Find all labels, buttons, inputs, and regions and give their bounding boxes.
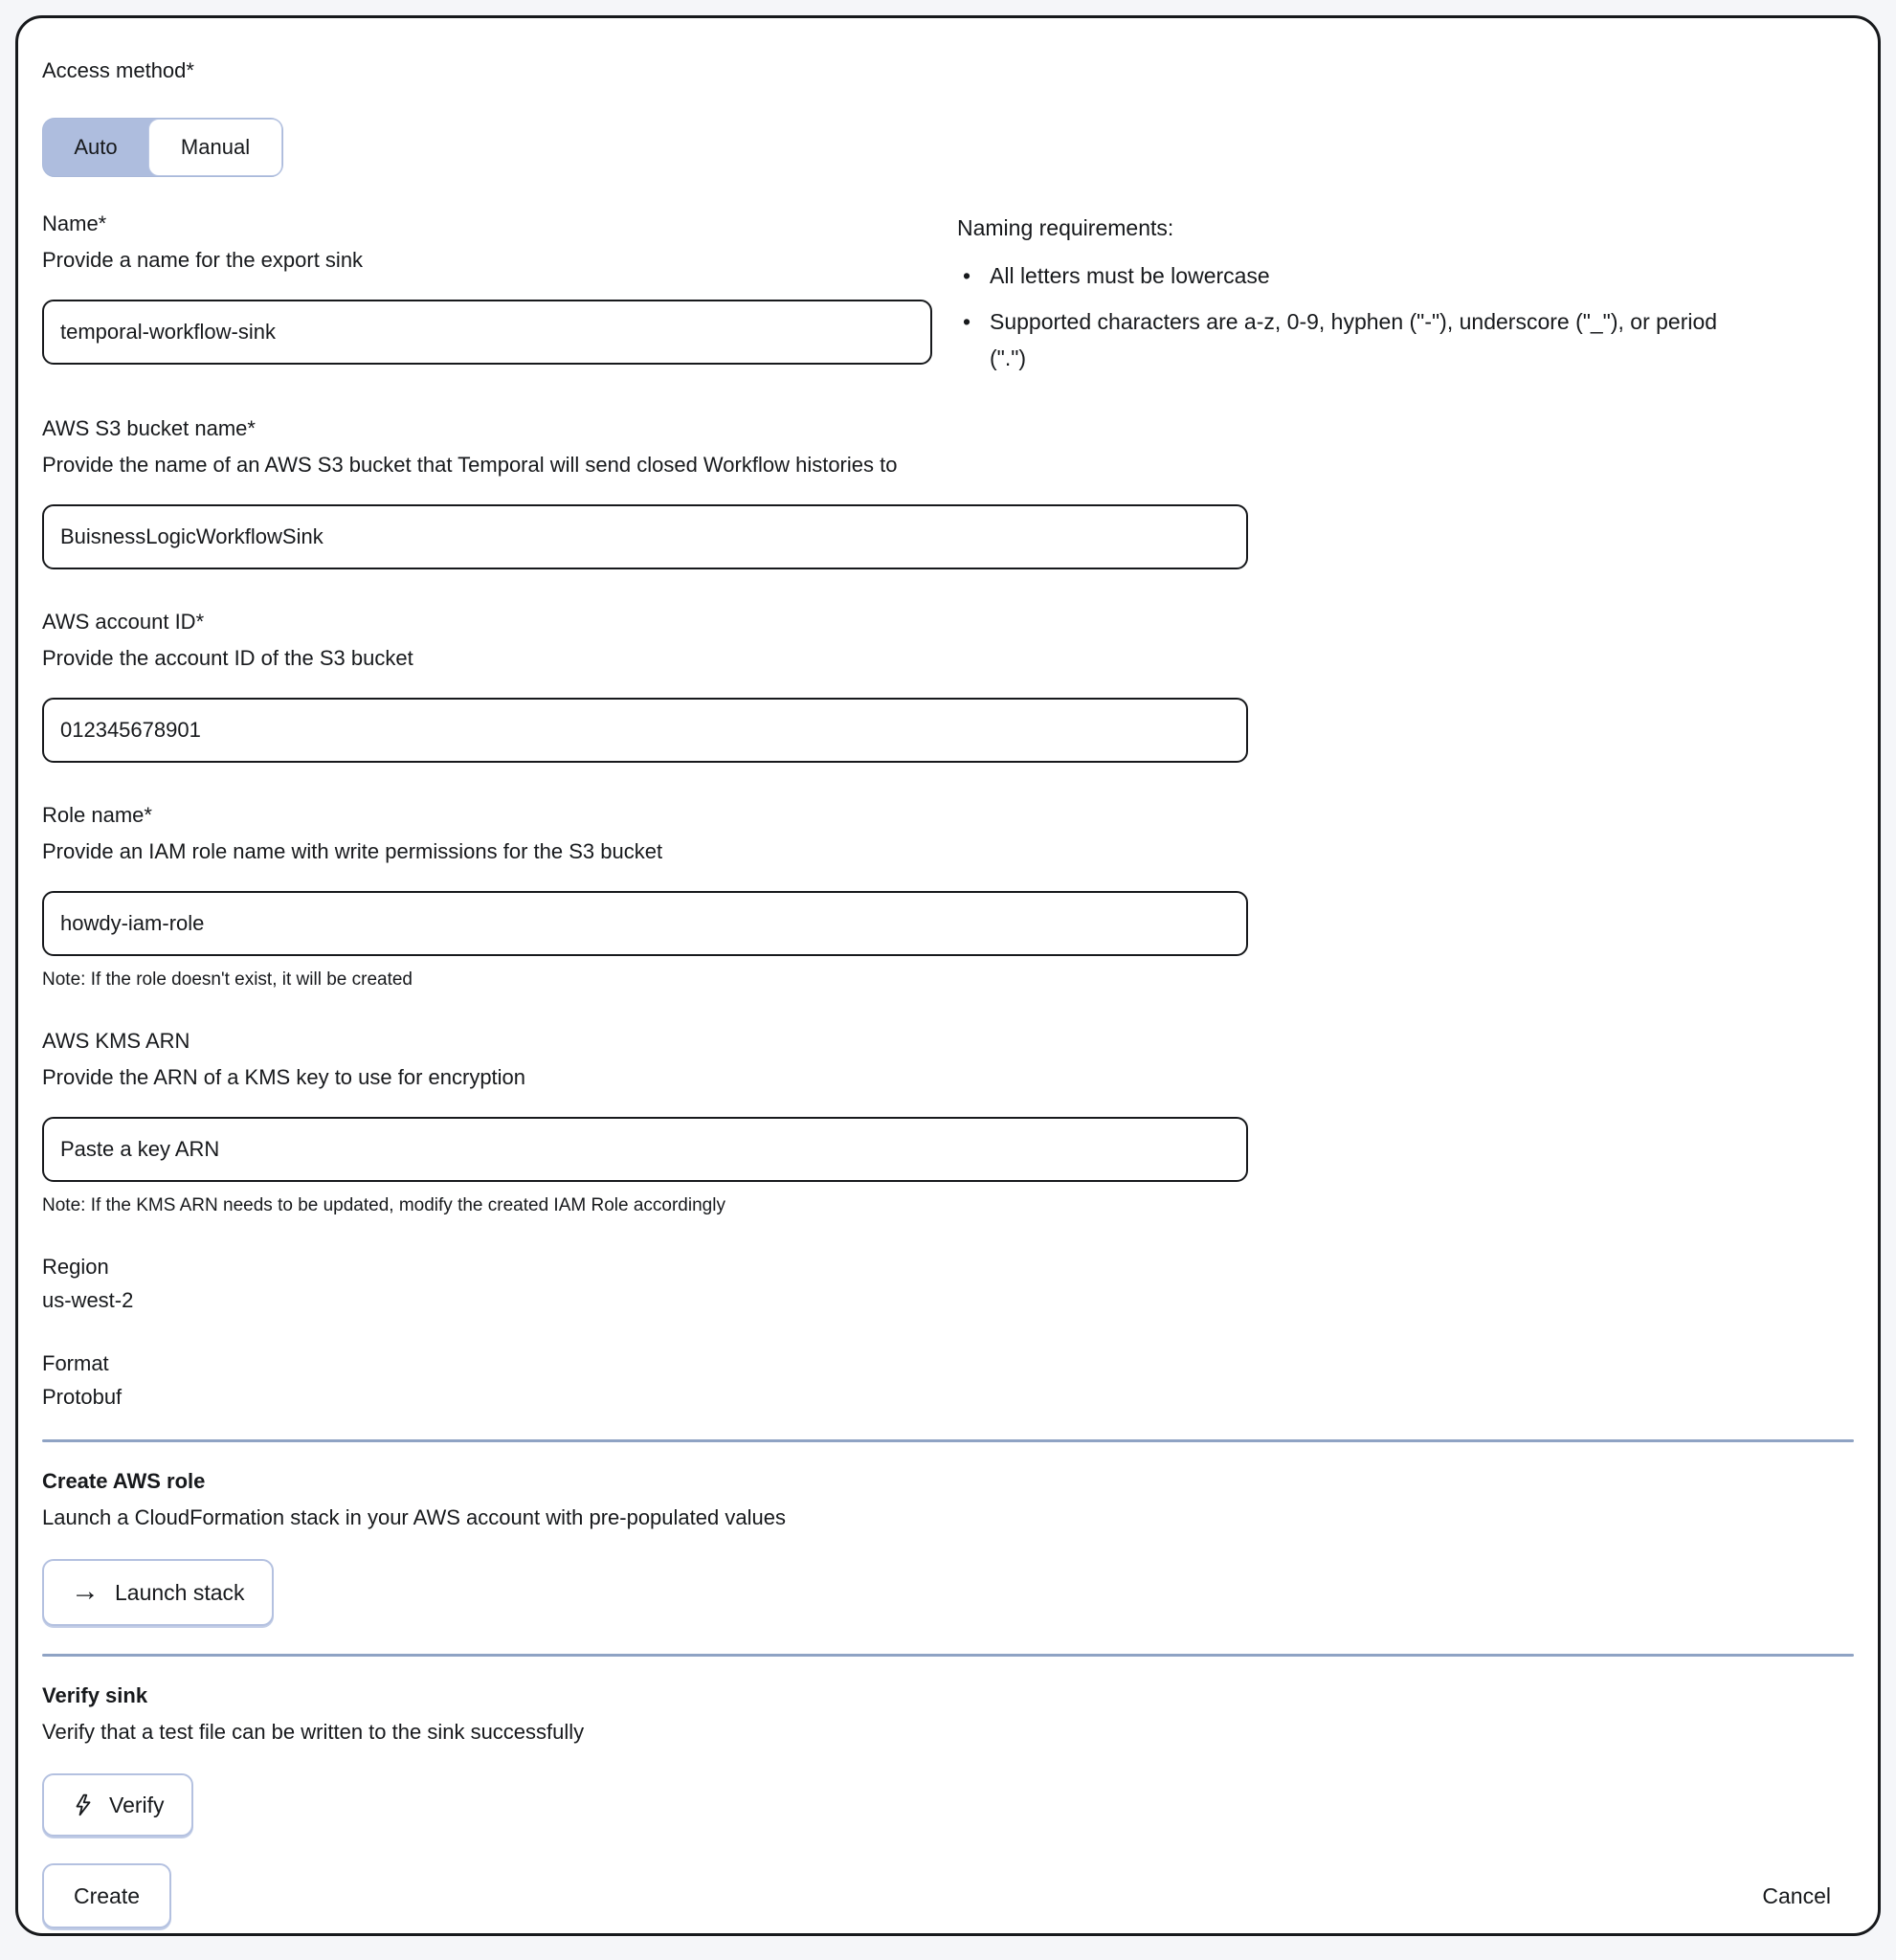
access-method-toggle [42, 118, 283, 177]
s3-bucket-description: Provide the name of an AWS S3 bucket that Temporal will send closed Workflow histories to [42, 453, 898, 477]
arrow-right-icon: → [71, 1575, 100, 1607]
kms-arn-description: Provide the ARN of a KMS key to use for encryption [42, 1065, 526, 1089]
divider [42, 1439, 1854, 1442]
name-input[interactable] [42, 300, 932, 365]
access-method-label: Access method* [42, 58, 194, 82]
role-name-label: Role name* [42, 803, 152, 827]
access-method-option-manual[interactable]: Manual [148, 119, 282, 176]
verify-button[interactable] [42, 1773, 193, 1837]
export-sink-form-card [15, 15, 1881, 1936]
region-value: us-west-2 [42, 1288, 134, 1312]
role-name-description: Provide an IAM role name with write permissions for the S3 bucket [42, 839, 663, 863]
verify-sink-description: Verify that a test file can be written to the sink successfully [42, 1720, 585, 1744]
account-id-input[interactable] [42, 698, 1248, 763]
create-aws-role-title: Create AWS role [42, 1469, 206, 1493]
name-and-requirements-row [42, 210, 1854, 376]
account-id-field [42, 608, 1854, 763]
naming-requirement-item: • All letters must be lowercase [957, 257, 1751, 294]
account-id-label: AWS account ID* [42, 610, 205, 634]
divider [42, 1654, 1854, 1657]
s3-bucket-input[interactable] [42, 504, 1248, 569]
access-method-option-auto[interactable]: Auto [43, 119, 148, 176]
role-name-note: Note: If the role doesn't exist, it will be created [42, 969, 413, 990]
kms-arn-input[interactable] [42, 1117, 1248, 1182]
launch-stack-button[interactable] [42, 1559, 274, 1626]
naming-requirements [957, 210, 1751, 376]
name-description: Provide a name for the export sink [42, 248, 364, 272]
kms-arn-field [42, 1027, 1854, 1218]
region-label: Region [42, 1255, 109, 1279]
format-value: Protobuf [42, 1385, 123, 1409]
launch-stack-button-label: Launch stack [115, 1579, 245, 1605]
verify-button-label: Verify [109, 1792, 165, 1817]
name-label: Name* [42, 212, 107, 235]
kms-arn-note: Note: If the KMS ARN needs to be updated, modify the created IAM Role accordingly [42, 1195, 725, 1215]
role-name-field [42, 801, 1854, 992]
form-footer [42, 1863, 1854, 1928]
create-aws-role-section [42, 1467, 1854, 1626]
naming-requirements-list [957, 257, 1751, 376]
format-label: Format [42, 1351, 109, 1375]
account-id-description: Provide the account ID of the S3 bucket [42, 646, 413, 670]
kms-arn-label: AWS KMS ARN [42, 1029, 190, 1053]
role-name-input[interactable] [42, 891, 1248, 956]
format-block [42, 1349, 1854, 1412]
naming-requirements-title: Naming requirements: [957, 215, 1174, 240]
naming-requirement-item: • Supported characters are a-z, 0-9, hyphen ("-"), underscore ("_"), or period (".") [957, 303, 1751, 376]
verify-sink-title: Verify sink [42, 1683, 148, 1707]
verify-sink-section [42, 1682, 1854, 1837]
cancel-button[interactable]: Cancel [1762, 1882, 1831, 1908]
name-field [42, 210, 932, 376]
s3-bucket-field [42, 414, 1854, 569]
s3-bucket-label: AWS S3 bucket name* [42, 416, 256, 440]
region-block [42, 1253, 1854, 1315]
create-aws-role-description: Launch a CloudFormation stack in your AWS account with pre-populated values [42, 1505, 786, 1529]
create-button[interactable]: Create [42, 1863, 171, 1928]
lightning-icon [71, 1793, 96, 1817]
